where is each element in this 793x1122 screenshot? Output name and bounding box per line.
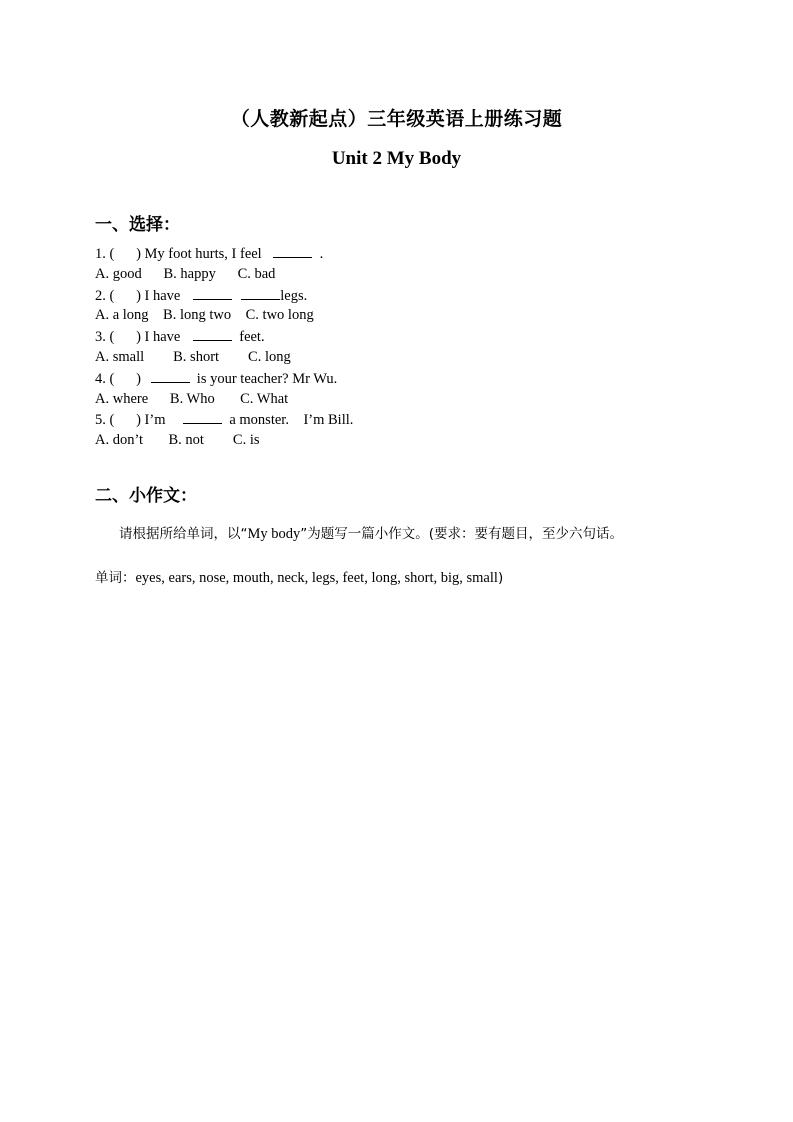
question-2-gap (232, 288, 239, 304)
section-heading-choice: 一、选择： (95, 215, 180, 235)
question-2-text: 2. ( ) I have (95, 287, 184, 304)
question-4-tail: is your teacher? Mr Wu. (189, 370, 338, 387)
question-list (95, 243, 695, 451)
question-4-options: A. where B. Who C. What (95, 390, 289, 407)
answer-blank[interactable] (273, 243, 312, 258)
question-3 (95, 326, 695, 347)
question-2-options: A. a long B. long two C. two long (95, 307, 314, 324)
section-heading-essay: 二、小作文： (95, 486, 197, 506)
question-5-options: A. don’t B. not C. is (95, 432, 260, 449)
essay-words-close: ) (497, 570, 504, 586)
essay-words-label: 单词： (95, 570, 136, 586)
essay-words: eyes, ears, nose, mouth, neck, legs, feet, long, short, big, small (135, 570, 498, 586)
essay-topic: My body (247, 526, 301, 542)
essay-instruction-end: ”为题写一篇小作文。(要求：要有题目，至少六句话。 (300, 526, 624, 542)
question-1-tail: . (312, 246, 324, 262)
answer-blank[interactable] (183, 409, 222, 424)
answer-blank[interactable] (193, 285, 232, 300)
essay-instruction (119, 522, 623, 543)
question-1-options: A. good B. happy C. bad (95, 265, 276, 282)
question-3-options: A. small B. short C. long (95, 348, 291, 365)
question-5-text: 5. ( ) I’m (95, 412, 170, 429)
question-3-tail: feet. (231, 329, 265, 346)
question-2 (95, 285, 695, 306)
question-2-tail: legs. (280, 287, 308, 304)
page-subtitle: Unit 2 My Body (331, 148, 462, 169)
answer-blank[interactable] (241, 285, 280, 300)
essay-word-list (95, 566, 503, 587)
question-5 (95, 409, 695, 430)
question-1-text: 1. ( ) My foot hurts, I feel (95, 246, 266, 262)
question-4 (95, 368, 695, 389)
essay-instruction-start: 请根据所给单词，以“ (119, 526, 248, 542)
question-4-text: 4. ( ) (95, 370, 145, 387)
page-title: （人教新起点）三年级英语上册练习题 (230, 108, 563, 130)
question-1 (95, 243, 695, 264)
answer-blank[interactable] (193, 326, 232, 341)
answer-blank[interactable] (151, 368, 190, 383)
question-3-text: 3. ( ) I have (95, 329, 184, 346)
question-5-tail: a monster. I’m Bill. (222, 412, 354, 429)
